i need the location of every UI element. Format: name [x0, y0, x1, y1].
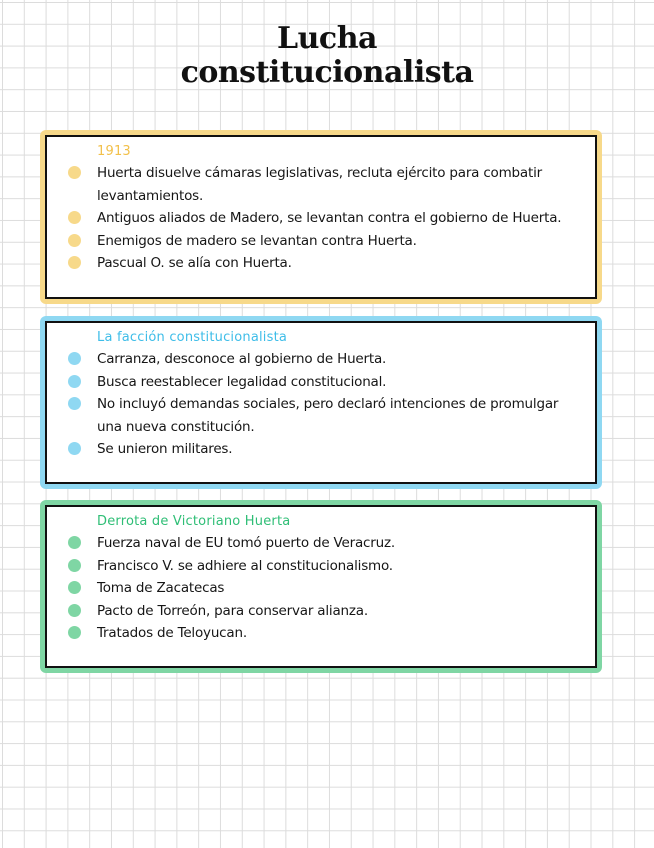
list-item [83, 600, 585, 623]
bullet-dot-icon [68, 559, 81, 572]
bullet-dot-icon [68, 166, 81, 179]
bullet-dot-icon [68, 581, 81, 594]
bullet-dot-icon [68, 352, 81, 365]
list-item-text: No incluyó demandas sociales, pero declaró intenciones de promulgar una nueva constitución. [97, 396, 559, 435]
list-item [83, 622, 585, 645]
section-card-derrota-huerta [40, 500, 602, 673]
section-heading: Derrota de Victoriano Huerta [97, 514, 291, 529]
bullet-list [83, 162, 585, 275]
section-card-inner [45, 135, 597, 299]
list-item [83, 371, 585, 394]
section-card-inner [45, 505, 597, 668]
list-item-text: Se unieron militares. [97, 441, 233, 457]
bullet-dot-icon [68, 375, 81, 388]
list-item-text: Toma de Zacatecas [97, 580, 225, 596]
section-card-1913 [40, 130, 602, 304]
bullet-dot-icon [68, 626, 81, 639]
list-item-text: Enemigos de madero se levantan contra Huerta. [97, 232, 417, 249]
section-card-faccion-constitucionalista [40, 316, 602, 489]
bullet-dot-icon [68, 604, 81, 617]
list-item [83, 438, 585, 461]
list-item [83, 577, 585, 600]
list-item [83, 252, 585, 275]
list-item-text: Pacto de Torreón, para conservar alianza. [97, 602, 368, 619]
list-item-text: Pascual O. se alía con Huerta. [97, 255, 292, 271]
list-item [83, 230, 585, 253]
bullet-list [83, 532, 585, 645]
page-title-line-2: constitucionalista [180, 55, 474, 90]
bullet-list [83, 348, 585, 461]
section-heading: 1913 [97, 144, 131, 159]
list-item [83, 207, 585, 230]
list-item [83, 348, 585, 371]
list-item-text: Busca reestablecer legalidad constitucional. [97, 373, 387, 390]
bullet-dot-icon [68, 397, 81, 410]
page-title [0, 22, 654, 90]
list-item-text: Huerta disuelve cámaras legislativas, recluta ejército para combatir levantamientos. [97, 165, 542, 204]
list-item-text: Carranza, desconoce al gobierno de Huerta. [97, 351, 387, 367]
list-item [83, 393, 585, 438]
bullet-dot-icon [68, 256, 81, 269]
list-item-text: Fuerza naval de EU tomó puerto de Veracruz. [97, 535, 395, 551]
list-item [83, 555, 585, 578]
bullet-dot-icon [68, 536, 81, 549]
list-item [83, 532, 585, 555]
page-title-line-1: Lucha [277, 21, 377, 56]
bullet-dot-icon [68, 234, 81, 247]
list-item-text: Antiguos aliados de Madero, se levantan contra el gobierno de Huerta. [97, 210, 562, 226]
list-item-text: Francisco V. se adhiere al constitucionalismo. [97, 557, 393, 574]
bullet-dot-icon [68, 442, 81, 455]
list-item-text: Tratados de Teloyucan. [97, 625, 247, 641]
bullet-dot-icon [68, 211, 81, 224]
section-card-inner [45, 321, 597, 484]
section-heading: La facción constitucionalista [97, 330, 288, 345]
list-item [83, 162, 585, 207]
